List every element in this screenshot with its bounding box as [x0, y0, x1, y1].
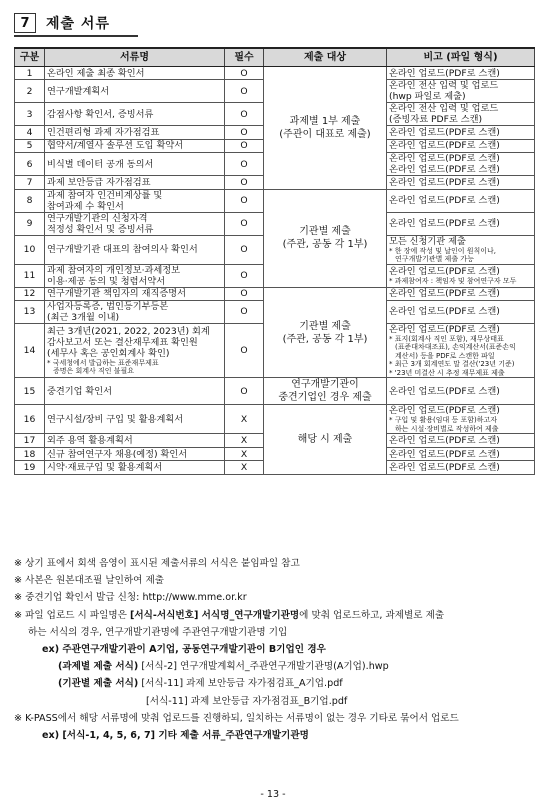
required-mark: O	[225, 212, 264, 235]
document-name: 감점사항 확인서, 증빙서류	[45, 103, 225, 126]
example-heading: ex) 주관연구개발기관이 A기업, 공동연구개발기관이 B기업인 경우	[42, 644, 326, 656]
section-title: 제출 서류	[46, 16, 110, 32]
row-number: 17	[15, 434, 45, 447]
page-number: - 13 -	[260, 789, 286, 800]
row-number: 2	[15, 80, 45, 103]
note-copies: ※ 사본은 원본대조필 날인하여 제출	[14, 575, 164, 587]
header-category: 구분	[15, 48, 45, 67]
notes-section	[14, 555, 536, 744]
document-name: 연구개발기관의 신청자격 적정성 확인서 및 증빙서류	[45, 212, 225, 235]
required-mark: X	[225, 434, 264, 447]
document-name: 외주 용역 활용계획서	[45, 434, 225, 447]
required-mark: O	[225, 300, 264, 323]
header-document-name: 서류명	[45, 48, 225, 67]
section-underline	[14, 35, 138, 37]
row-number: 14	[15, 323, 45, 378]
section-number: 7	[14, 13, 36, 33]
target-group-institution: 기관별 제출 (주관, 공동 각 1부)	[264, 189, 387, 287]
remark: 온라인 업로드(PDF로 스캔) * 과제참여자 : 책임자 및 참여연구자 모두	[387, 264, 535, 287]
remark: 온라인 업로드(PDF로 스캔)	[387, 434, 535, 447]
row-number: 15	[15, 378, 45, 405]
document-name: 협약서/계열사 솔루션 도입 확약서	[45, 139, 225, 152]
remark: 온라인 업로드(PDF로 스캔)	[387, 287, 535, 300]
header-required: 필수	[225, 48, 264, 67]
header-target: 제출 대상	[264, 48, 387, 67]
note-shaded-forms: ※ 상기 표에서 회색 음영이 표시된 제출서류의 서식은 붙임파일 참고	[14, 558, 300, 569]
required-mark: X	[225, 405, 264, 434]
document-name: 신규 참여연구자 채용(예정) 확인서	[45, 447, 225, 460]
remark: 온라인 업로드(PDF로 스캔)	[387, 126, 535, 139]
document-name: 온라인 제출 최종 확인서	[45, 67, 225, 80]
row-number: 6	[15, 153, 45, 176]
example-institution-form-b: [서식-11] 과제 보안등급 자가점검표_B기업.pdf	[146, 695, 348, 707]
document-name: 연구개발기관 대표의 참여의사 확인서	[45, 235, 225, 264]
row-number: 11	[15, 264, 45, 287]
example-institution-form: (기관별 제출 서식) [서식-11] 과제 보안등급 자가점검표_A기업.pdf	[58, 678, 343, 690]
example-other: ex) [서식-1, 4, 5, 6, 7] 기타 제출 서류_주관연구개발기관명	[42, 730, 309, 742]
row-number: 7	[15, 176, 45, 189]
table-row	[15, 67, 535, 80]
document-name: 과제 참여자의 개인정보·과세정보 이용·제공 동의 및 청렴서약서	[45, 264, 225, 287]
remark: 온라인 업로드(PDF로 스캔) 온라인 업로드(PDF로 스캔)	[387, 153, 535, 176]
document-name: 사업자등록증, 법인등기부등본 (최근 3개월 이내)	[45, 300, 225, 323]
required-mark: O	[225, 378, 264, 405]
required-mark: O	[225, 103, 264, 126]
row-number: 4	[15, 126, 45, 139]
row-number: 1	[15, 67, 45, 80]
row-number: 9	[15, 212, 45, 235]
remark: 온라인 업로드(PDF로 스캔)	[387, 189, 535, 212]
row-number: 5	[15, 139, 45, 152]
row-number: 16	[15, 405, 45, 434]
required-mark: X	[225, 461, 264, 474]
document-name: 과제 참여자 인건비계상률 및 참여과제 수 확인서	[45, 189, 225, 212]
row-number: 10	[15, 235, 45, 264]
note-filename: ※ 파일 업로드 시 파일명은 [서식-서식번호] 서식명_연구개발기관명에 맞춰 업로드하고, 과제별로 제출	[14, 609, 445, 621]
document-name: 과제 보안등급 자가점검표	[45, 176, 225, 189]
row-number: 3	[15, 103, 45, 126]
table-header-row	[15, 48, 535, 67]
example-project-form: (과제별 제출 서식) [서식-2] 연구개발계획서_주관연구개발기관명(A기업).hwp	[58, 661, 389, 673]
document-name: 연구개발계획서	[45, 80, 225, 103]
note-kpass: ※ K-PASS에서 해당 서류명에 맞춰 업로드를 진행하되, 일치하는 서류명이 없는 경우 기타로 묶어서 업로드	[14, 712, 459, 724]
row-number: 19	[15, 461, 45, 474]
note-filename-cont: 하는 서식의 경우, 연구개발기관명에 주관연구개발기관명 기입	[28, 626, 288, 638]
document-name: 연구개발기관 책임자의 재직증명서	[45, 287, 225, 300]
required-mark: O	[225, 80, 264, 103]
table-row	[15, 189, 535, 212]
remark: 온라인 업로드(PDF로 스캔)	[387, 461, 535, 474]
remark: 온라인 업로드(PDF로 스캔)	[387, 212, 535, 235]
document-name: 연구시설/장비 구입 및 활용계획서	[45, 405, 225, 434]
remark: 온라인 업로드(PDF로 스캔)	[387, 139, 535, 152]
required-mark: O	[225, 235, 264, 264]
required-mark: O	[225, 287, 264, 300]
required-mark: O	[225, 139, 264, 152]
document-name: 중견기업 확인서	[45, 378, 225, 405]
required-mark: X	[225, 447, 264, 460]
document-name: 시약·재료구입 및 활용계획서	[45, 461, 225, 474]
target-group-conditional: 해당 시 제출	[264, 405, 387, 474]
remark: 온라인 업로드(PDF로 스캔) * 표지(회계사 직인 포함), 재무상태표 (표준대차대조표), 손익계산서(표준손익 계산서) 등을 PDF로 스캔한 파일 * 최근 3개 회계연도 말 결산('23년 기준) * '23년 미결산 시 추정 재무제표 제출	[387, 323, 535, 378]
note-midsize-link: ※ 중견기업 확인서 발급 신청: http://www.mme.or.kr	[14, 592, 247, 604]
document-name: 최근 3개년(2021, 2022, 2023년) 회계 감사보고서 또는 결산재무제표 확인원 (세무사 혹은 공인회계사 확인) * 국세청에서 발급하는 표준재무제표 증명은 회계사 직인 불필요	[45, 323, 225, 378]
remark: 온라인 업로드(PDF로 스캔) * 구입 및 활용(임대 등 포함)하고자 하는 시설·장비별로 작성하여 제출	[387, 405, 535, 434]
target-group-midsize: 연구개발기관이 중견기업인 경우 제출	[264, 378, 387, 405]
remark: 모든 신청기관 제출 * 한 장에 작성 및 날인이 원칙이나, 연구개발기관별 제출 가능	[387, 235, 535, 264]
required-mark: O	[225, 67, 264, 80]
remark: 온라인 업로드(PDF로 스캔)	[387, 447, 535, 460]
section-header	[14, 12, 110, 34]
remark: 온라인 업로드(PDF로 스캔)	[387, 300, 535, 323]
row-number: 8	[15, 189, 45, 212]
target-group-project: 과제별 1부 제출 (주관이 대표로 제출)	[264, 67, 387, 190]
remark: 온라인 업로드(PDF로 스캔)	[387, 378, 535, 405]
required-mark: O	[225, 153, 264, 176]
documents-table	[14, 47, 535, 475]
header-remark: 비고 (파일 형식)	[387, 48, 535, 67]
remark: 온라인 업로드(PDF로 스캔)	[387, 176, 535, 189]
document-name: 비식별 데이터 공개 동의서	[45, 153, 225, 176]
row-number: 13	[15, 300, 45, 323]
table-row	[15, 378, 535, 405]
document-name: 인건편리형 과제 자가점검표	[45, 126, 225, 139]
remark: 온라인 전산 입력 및 업로드 (증빙자료 PDF로 스캔)	[387, 103, 535, 126]
remark: 온라인 전산 입력 및 업로드 (hwp 파일로 제출)	[387, 80, 535, 103]
table-row	[15, 405, 535, 434]
required-mark: O	[225, 126, 264, 139]
remark: 온라인 업로드(PDF로 스캔)	[387, 67, 535, 80]
target-group-institution-2: 기관별 제출 (주관, 공동 각 1부)	[264, 287, 387, 378]
required-mark: O	[225, 189, 264, 212]
table-row	[15, 287, 535, 300]
row-number: 12	[15, 287, 45, 300]
row-number: 18	[15, 447, 45, 460]
required-mark: O	[225, 264, 264, 287]
required-mark: O	[225, 323, 264, 378]
required-mark: O	[225, 176, 264, 189]
